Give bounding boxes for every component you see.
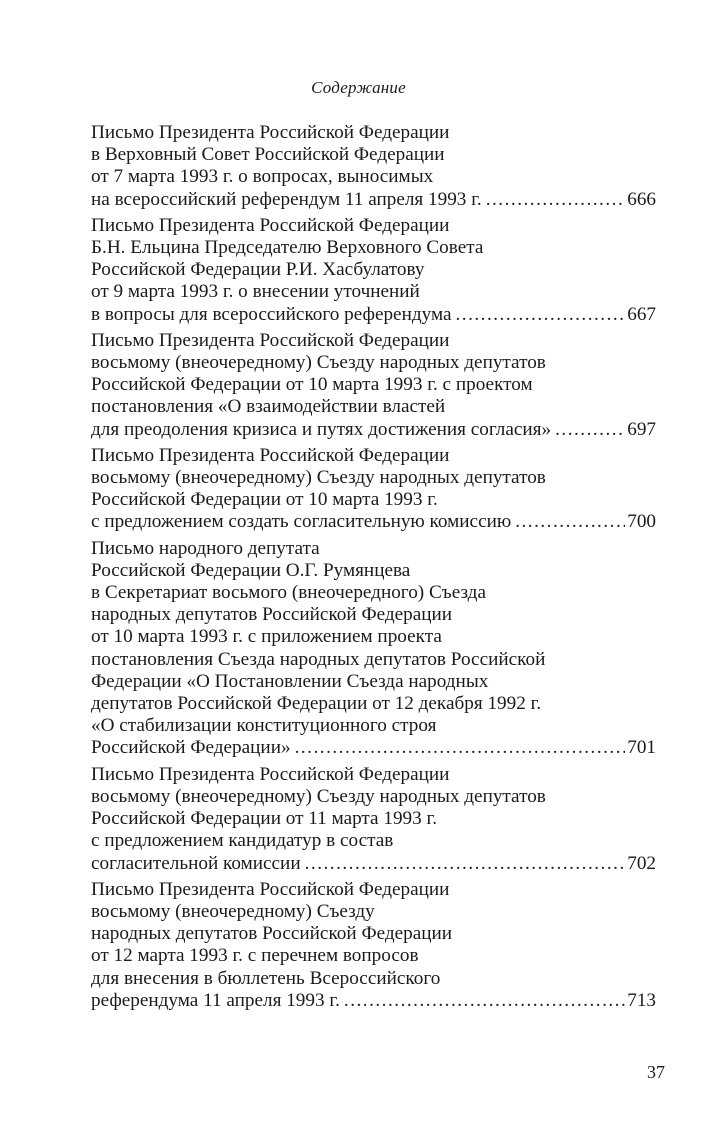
entry-line: Письмо Президента Российской Федерации: [91, 329, 450, 351]
entry-line: Письмо Президента Российской Федерации: [91, 214, 450, 236]
entry-line: на всероссийский референдум 11 апреля 1993 г.: [91, 188, 482, 210]
entry-line: Письмо народного депутата: [91, 537, 320, 559]
entry-line: Российской Федерации от 10 марта 1993 г.: [91, 489, 438, 511]
toc-entry[interactable]: [91, 330, 656, 441]
toc-entry[interactable]: [91, 764, 656, 875]
dot-leader: [305, 853, 626, 875]
entry-line: референдума 11 апреля 1993 г.: [91, 989, 340, 1011]
entry-line: Письмо Президента Российской Федерации: [91, 444, 450, 466]
entry-page-number: 701: [627, 737, 656, 759]
dot-leader: [344, 990, 625, 1012]
entry-line: восьмому (внеочередному) Съезду народных депутатов: [91, 467, 546, 489]
entry-last-line: [91, 990, 656, 1012]
dot-leader: [555, 419, 625, 441]
page-number: 37: [647, 1062, 665, 1082]
entry-line: в Секретариат восьмого (внеочередного) Съезда: [91, 582, 486, 604]
entry-page-number: 666: [627, 188, 656, 210]
entry-line: Письмо Президента Российской Федерации: [91, 878, 450, 900]
entry-line: депутатов Российской Федерации от 12 декабря 1992 г.: [91, 693, 542, 715]
entry-line: в Верховный Совет Российской Федерации: [91, 144, 445, 166]
entry-last-line: [91, 737, 656, 759]
entry-last-line: [91, 853, 656, 875]
table-of-contents: [91, 122, 656, 1016]
entry-line: в вопросы для всероссийского референдума: [91, 303, 452, 325]
entry-line: восьмому (внеочередному) Съезду: [91, 900, 375, 922]
dot-leader: [486, 189, 626, 211]
dot-leader: [455, 304, 625, 326]
entry-last-line: [91, 419, 656, 441]
entry-line: с предложением кандидатур в состав: [91, 830, 394, 852]
entry-page-number: 702: [627, 852, 656, 874]
entry-line: Письмо Президента Российской Федерации: [91, 122, 450, 143]
entry-page-number: 697: [627, 418, 656, 440]
dot-leader: [295, 737, 626, 759]
entry-last-line: [91, 189, 656, 211]
entry-line: для преодоления кризиса и путях достижения согласия»: [91, 418, 552, 440]
toc-entry[interactable]: [91, 538, 656, 760]
entry-line: Российской Федерации от 11 марта 1993 г.: [91, 808, 438, 830]
entry-page-number: 667: [627, 303, 656, 325]
entry-line: постановления «О взаимодействии властей: [91, 396, 446, 418]
entry-line: восьмому (внеочередному) Съезду народных депутатов: [91, 352, 546, 374]
entry-line: от 7 марта 1993 г. о вопросах, выносимых: [91, 166, 434, 188]
entry-line: с предложением создать согласительную комиссию: [91, 511, 512, 533]
entry-line: народных депутатов Российской Федерации: [91, 604, 453, 626]
entry-line: Российской Федерации от 10 марта 1993 г. с проектом: [91, 374, 533, 396]
entry-line: Письмо Президента Российской Федерации: [91, 763, 450, 785]
toc-entry[interactable]: [91, 879, 656, 1012]
entry-line: согласительной комиссии: [91, 852, 301, 874]
entry-line: Федерации «О Постановлении Съезда народных: [91, 670, 489, 692]
entry-line: восьмому (внеочередному) Съезду народных депутатов: [91, 785, 546, 807]
entry-line: от 10 марта 1993 г. с приложением проекта: [91, 626, 442, 648]
entry-line: народных депутатов Российской Федерации: [91, 923, 453, 945]
entry-line: от 9 марта 1993 г. о внесении уточнений: [91, 281, 420, 303]
toc-entry[interactable]: [91, 215, 656, 326]
entry-line: Российской Федерации»: [91, 737, 291, 759]
entry-last-line: [91, 304, 656, 326]
entry-page-number: 700: [627, 511, 656, 533]
entry-last-line: [91, 511, 656, 533]
running-header: Содержание: [311, 78, 406, 97]
entry-line: Российской Федерации Р.И. Хасбулатову: [91, 259, 425, 281]
entry-line: постановления Съезда народных депутатов Российской: [91, 648, 546, 670]
entry-line: «О стабилизации конституционного строя: [91, 715, 437, 737]
entry-line: от 12 марта 1993 г. с перечнем вопросов: [91, 945, 419, 967]
toc-entry[interactable]: [91, 122, 656, 211]
entry-page-number: 713: [627, 989, 656, 1011]
entry-line: для внесения в бюллетень Всероссийского: [91, 967, 441, 989]
dot-leader: [515, 511, 625, 533]
toc-entry[interactable]: [91, 445, 656, 534]
entry-line: Б.Н. Ельцина Председателю Верховного Совета: [91, 237, 484, 259]
entry-line: Российской Федерации О.Г. Румянцева: [91, 559, 411, 581]
